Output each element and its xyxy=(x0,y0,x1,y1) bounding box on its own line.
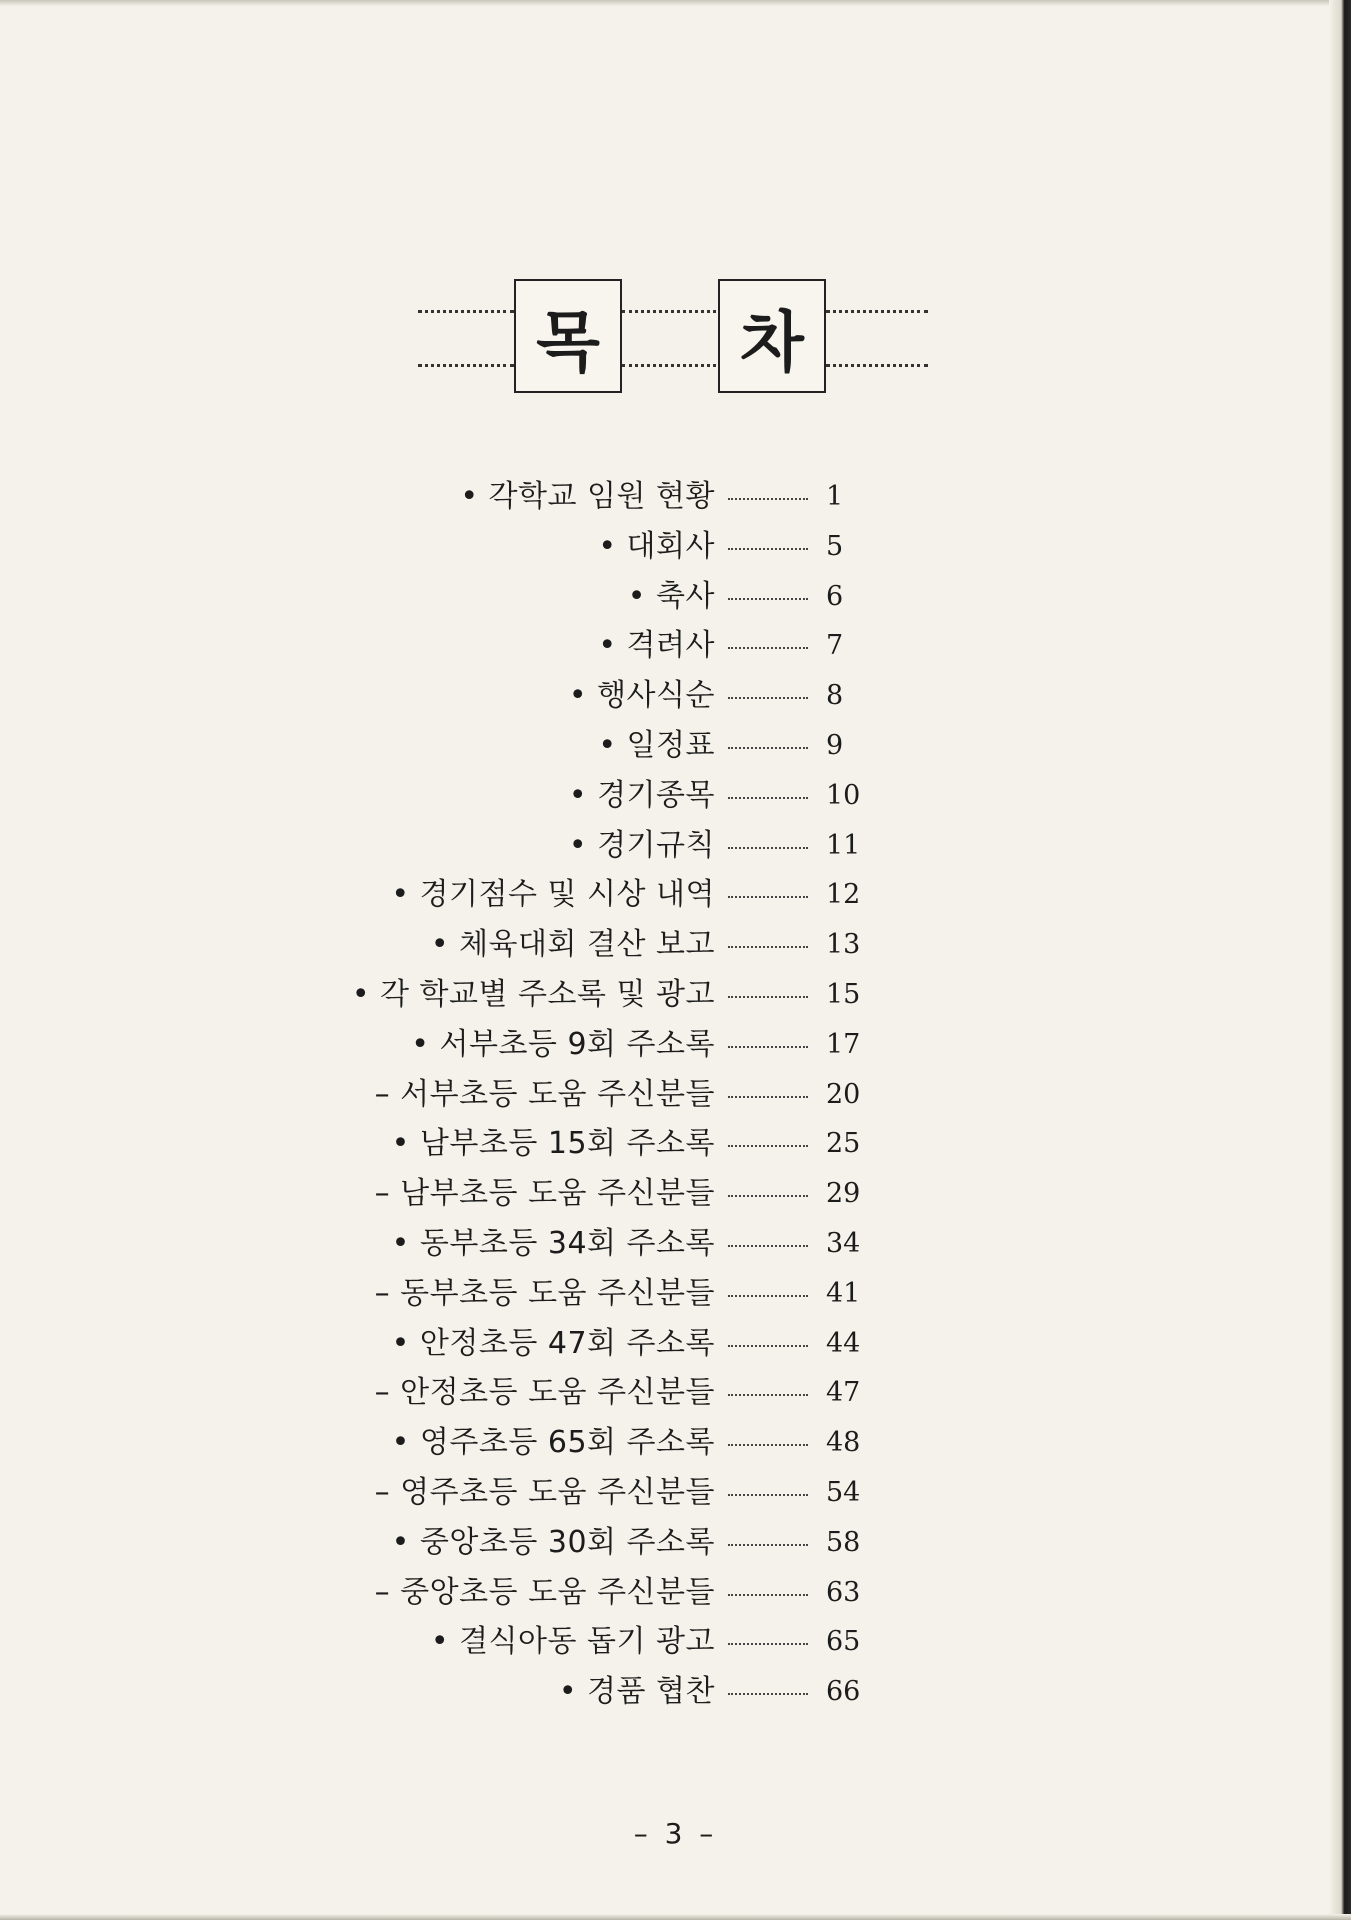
toc-entry-label: • 격려사 xyxy=(598,628,715,664)
toc-dot-leader xyxy=(728,1046,808,1048)
title-dotted-rule-bottom-left xyxy=(418,364,514,367)
toc-entry-page: 20 xyxy=(826,1078,861,1110)
toc-entry xyxy=(0,572,1351,622)
toc-dot-leader xyxy=(728,1145,808,1147)
toc-entry-label: • 서부초등 9회 주소록 xyxy=(411,1026,715,1062)
toc-entry xyxy=(0,920,1351,970)
toc-entry-page: 1 xyxy=(826,481,844,512)
toc-entry-label: • 영주초등 65회 주소록 xyxy=(391,1425,715,1461)
toc-entry xyxy=(0,1468,1351,1518)
toc-entry-label: • 각 학교별 주소록 및 광고 xyxy=(351,977,715,1012)
title-dotted-rule-bottom-mid xyxy=(622,364,722,367)
toc-entry-label: • 동부초등 34회 주소록 xyxy=(391,1226,715,1261)
toc-dot-leader xyxy=(728,1594,808,1596)
toc-dot-leader xyxy=(728,1643,808,1645)
toc-entry-page: 5 xyxy=(826,530,844,562)
toc-entry-page: 12 xyxy=(826,879,861,911)
toc-dot-leader xyxy=(728,847,808,849)
toc-dot-leader xyxy=(728,1295,808,1297)
toc-entry-label: • 안정초등 47회 주소록 xyxy=(391,1325,715,1361)
toc-title xyxy=(418,275,928,395)
toc-entry-page: 41 xyxy=(826,1277,861,1309)
toc-entry xyxy=(0,1070,1351,1120)
toc-entry xyxy=(0,1617,1351,1667)
toc-entry xyxy=(0,970,1351,1020)
toc-entry-label: • 경품 협찬 xyxy=(558,1674,715,1710)
toc-entry xyxy=(0,1119,1351,1169)
toc-entry-label: • 체육대회 결산 보고 xyxy=(430,927,715,963)
toc-entry-page: 25 xyxy=(826,1128,861,1160)
toc-entry xyxy=(0,472,1351,522)
toc-entry-page: 13 xyxy=(826,929,861,961)
toc-dot-leader xyxy=(728,548,808,550)
toc-entry-label: • 경기점수 및 시상 내역 xyxy=(391,877,715,913)
page-edge-bottom xyxy=(0,1914,1351,1920)
toc-entry-page: 65 xyxy=(826,1626,861,1658)
toc-dot-leader xyxy=(728,1096,808,1098)
page-edge-top xyxy=(0,0,1351,6)
toc-entry xyxy=(0,771,1351,821)
toc-entry-page: 48 xyxy=(826,1427,861,1459)
toc-dot-leader xyxy=(728,797,808,799)
toc-entry-label: • 각학교 임원 현황 xyxy=(460,479,715,514)
toc-entry-page: 44 xyxy=(826,1327,861,1359)
toc-entry-page: 11 xyxy=(826,829,861,861)
toc-entry-label: – 서부초등 도움 주신분들 xyxy=(374,1076,715,1112)
title-dotted-rule-top-right xyxy=(826,310,928,313)
toc-entry-label: – 남부초등 도움 주신분들 xyxy=(374,1176,715,1212)
toc-entry-label: – 중앙초등 도움 주신분들 xyxy=(374,1574,715,1610)
title-dotted-rule-top-left xyxy=(418,310,514,313)
toc-entry xyxy=(0,671,1351,721)
toc-entry xyxy=(0,870,1351,920)
toc-entry-label: • 대회사 xyxy=(598,528,715,564)
toc-entry-label: • 중앙초등 30회 주소록 xyxy=(391,1524,715,1560)
toc-entry-page: 9 xyxy=(826,730,844,761)
toc-dot-leader xyxy=(728,1693,808,1695)
title-char-1: 목 xyxy=(536,302,600,381)
toc-dot-leader xyxy=(728,1195,808,1197)
page-number: – 3 – xyxy=(633,1817,718,1850)
toc-entry xyxy=(0,1020,1351,1070)
title-dotted-rule-bottom-right xyxy=(826,364,928,367)
toc-entry xyxy=(0,821,1351,871)
toc-entry xyxy=(0,1518,1351,1568)
toc-entry xyxy=(0,1568,1351,1618)
title-char-box-2 xyxy=(718,279,826,393)
toc-entry xyxy=(0,1667,1351,1717)
toc-dot-leader xyxy=(728,896,808,898)
toc-entry xyxy=(0,621,1351,671)
toc-entry-label: – 안정초등 도움 주신분들 xyxy=(374,1375,715,1411)
toc-dot-leader xyxy=(728,697,808,699)
title-char-2: 차 xyxy=(740,302,804,381)
toc-entry xyxy=(0,721,1351,771)
toc-entry-label: – 영주초등 도움 주신분들 xyxy=(374,1475,715,1510)
toc-entry-page: 34 xyxy=(826,1228,861,1259)
toc-entry-page: 58 xyxy=(826,1526,861,1558)
toc-entry-page: 10 xyxy=(826,779,861,811)
toc-entry xyxy=(0,1169,1351,1219)
toc-dot-leader xyxy=(728,1494,808,1496)
toc-entry-page: 7 xyxy=(826,630,844,662)
toc-dot-leader xyxy=(728,647,808,649)
toc-entry-page: 54 xyxy=(826,1477,861,1508)
toc-entry-label: – 동부초등 도움 주신분들 xyxy=(374,1275,715,1311)
toc-entry-page: 63 xyxy=(826,1576,861,1608)
toc-entry-page: 17 xyxy=(826,1028,861,1060)
toc-dot-leader xyxy=(728,1444,808,1446)
toc-entry xyxy=(0,1219,1351,1269)
toc-entry xyxy=(0,1269,1351,1319)
toc-entry xyxy=(0,1418,1351,1468)
toc-dot-leader xyxy=(728,1245,808,1247)
toc-entry-label: • 행사식순 xyxy=(568,678,715,714)
title-dotted-rule-top-mid xyxy=(622,310,722,313)
toc-entry-label: • 남부초등 15회 주소록 xyxy=(391,1126,715,1162)
toc-entry xyxy=(0,522,1351,572)
toc-entry-label: • 결식아동 돕기 광고 xyxy=(430,1624,715,1660)
toc-dot-leader xyxy=(728,946,808,948)
toc-entry-page: 66 xyxy=(826,1676,861,1708)
toc-entry-page: 6 xyxy=(826,580,844,612)
toc-entry-label: • 일정표 xyxy=(598,728,715,763)
toc-entry-page: 8 xyxy=(826,680,844,712)
toc-entry xyxy=(0,1368,1351,1418)
toc-entry-page: 47 xyxy=(826,1377,861,1409)
toc-dot-leader xyxy=(728,996,808,998)
toc-entry xyxy=(0,1319,1351,1369)
toc-entry-label: • 축사 xyxy=(627,578,715,614)
toc-dot-leader xyxy=(728,747,808,749)
toc-dot-leader xyxy=(728,1345,808,1347)
toc-dot-leader xyxy=(728,1394,808,1396)
title-char-box-1 xyxy=(514,279,622,393)
toc-entry-page: 15 xyxy=(826,979,861,1010)
toc-dot-leader xyxy=(728,1544,808,1546)
toc-entry-label: • 경기종목 xyxy=(568,777,715,813)
toc-entry-label: • 경기규칙 xyxy=(568,827,715,863)
toc-dot-leader xyxy=(728,598,808,600)
toc-entry-page: 29 xyxy=(826,1178,861,1210)
toc-dot-leader xyxy=(728,498,808,500)
